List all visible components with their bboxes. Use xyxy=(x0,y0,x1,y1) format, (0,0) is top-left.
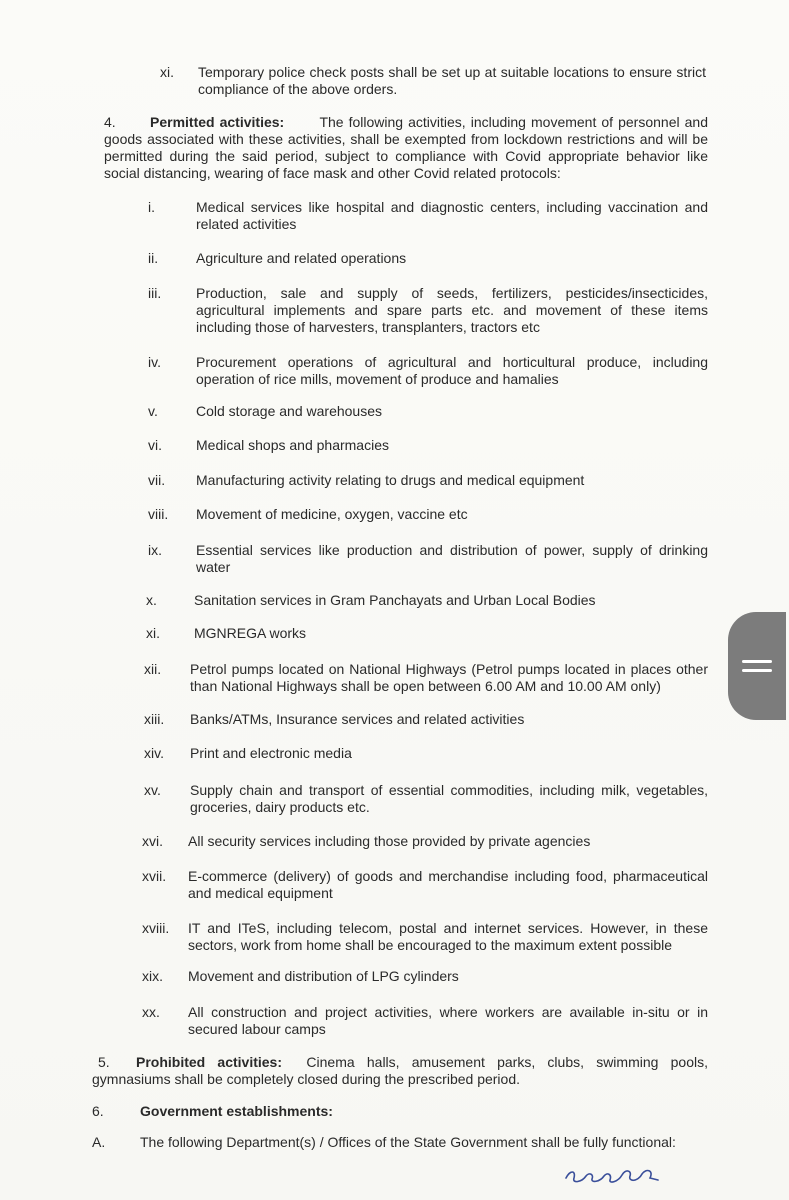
signature-icon xyxy=(562,1160,662,1188)
list-number: xx. xyxy=(142,1004,160,1020)
list-text: Sanitation services in Gram Panchayats and Urban Local Bodies xyxy=(194,592,596,608)
list-number: xi. xyxy=(160,64,174,80)
drag-handle-icon[interactable] xyxy=(728,612,786,720)
section-number: A. xyxy=(92,1134,106,1150)
list-text: Essential services like production and distribution of power, supply of drinking water xyxy=(196,542,708,575)
section-number: 6. xyxy=(92,1103,104,1119)
list-item xyxy=(142,920,708,954)
list-text: E-commerce (delivery) of goods and merchandise including food, pharmaceutical and medical equipment xyxy=(188,868,708,901)
list-text: Medical shops and pharmacies xyxy=(196,437,389,453)
list-text: Procurement operations of agricultural and horticultural produce, including operation of rice mills, movement of produce and hamalies xyxy=(196,354,708,387)
list-text: All construction and project activities, where workers are available in-situ or in secured labour camps xyxy=(188,1004,708,1037)
list-item xyxy=(148,199,708,233)
list-text: IT and ITeS, including telecom, postal and internet services. However, in these sectors, work from home shall be encouraged to the maximum extent possible xyxy=(188,920,708,953)
section-6-heading xyxy=(92,1103,708,1120)
section-text: The following activities, including movement of personnel and goods associated with these activities, shall be exempted from lockdown restrictions and will be permitted during the said period, subject to compliance with Covid appropriate behavior like social distancing, wearing of face mask and other Covid related protocols: xyxy=(104,114,708,181)
list-number: xii. xyxy=(144,661,162,677)
section-title: Government establishments: xyxy=(140,1103,333,1119)
handle-line xyxy=(742,660,772,663)
list-item xyxy=(144,745,708,762)
section-text: Cinema halls, amusement parks, clubs, swimming pools, gymnasiums shall be completely closed during the prescribed period. xyxy=(92,1054,708,1087)
list-number: xix. xyxy=(142,968,163,984)
list-text: Banks/ATMs, Insurance services and related activities xyxy=(190,711,525,727)
section-number: 4. xyxy=(104,114,116,130)
list-number: iii. xyxy=(148,285,162,301)
list-item xyxy=(142,1004,708,1038)
list-item xyxy=(148,403,708,420)
handle-line xyxy=(742,669,772,672)
list-item xyxy=(148,285,708,336)
list-text: Manufacturing activity relating to drugs and medical equipment xyxy=(196,472,585,488)
list-number: xvii. xyxy=(142,868,167,884)
list-item xyxy=(148,437,708,454)
list-number: ix. xyxy=(148,542,162,558)
list-item xyxy=(142,968,708,985)
list-text: Cold storage and warehouses xyxy=(196,403,383,419)
list-number: i. xyxy=(148,199,155,215)
section-5-paragraph xyxy=(92,1054,708,1088)
section-4-paragraph xyxy=(104,114,708,182)
list-text: Petrol pumps located on National Highways (Petrol pumps located in places other than National Highways shall be open between 6.00 AM and 10.00 AM only) xyxy=(190,661,708,694)
list-number: xiii. xyxy=(144,711,165,727)
list-text: All security services including those provided by private agencies xyxy=(188,833,591,849)
intro-list-item xyxy=(160,64,706,98)
section-text: The following Department(s) / Offices of the State Government shall be fully functional: xyxy=(140,1134,676,1150)
list-text: Temporary police check posts shall be set up at suitable locations to ensure strict compliance of the above orders. xyxy=(198,64,706,97)
list-number: ii. xyxy=(148,250,159,266)
list-text: Print and electronic media xyxy=(190,745,352,761)
list-text: Production, sale and supply of seeds, fertilizers, pesticides/insecticides, agricultural implements and spare parts etc. and movement of these items including those of harvesters, transplanters, tractors etc xyxy=(196,285,708,335)
list-number: xiv. xyxy=(144,745,164,761)
list-number: v. xyxy=(148,403,158,419)
list-text: Medical services like hospital and diagnostic centers, including vaccination and related activities xyxy=(196,199,708,232)
list-number: xvi. xyxy=(142,833,163,849)
list-item xyxy=(146,592,708,609)
list-item xyxy=(148,354,708,388)
section-a-line xyxy=(92,1134,708,1151)
list-text: MGNREGA works xyxy=(194,625,307,641)
list-item xyxy=(148,472,708,489)
list-number: vi. xyxy=(148,437,162,453)
list-item xyxy=(142,868,708,902)
list-number: xv. xyxy=(144,782,161,798)
section-title: Permitted activities: xyxy=(150,114,285,130)
list-number: iv. xyxy=(148,354,161,370)
list-text: Movement of medicine, oxygen, vaccine etc xyxy=(196,506,468,522)
list-text: Supply chain and transport of essential commodities, including milk, vegetables, groceries, dairy products etc. xyxy=(190,782,708,815)
list-number: viii. xyxy=(148,506,169,522)
list-item xyxy=(146,625,708,642)
list-item xyxy=(142,833,708,850)
list-item xyxy=(144,782,708,816)
section-number: 5. xyxy=(98,1054,110,1070)
list-item xyxy=(148,542,708,576)
list-item xyxy=(148,250,708,267)
list-item xyxy=(144,711,708,728)
list-text: Movement and distribution of LPG cylinders xyxy=(188,968,459,984)
list-number: xi. xyxy=(146,625,160,641)
list-number: vii. xyxy=(148,472,166,488)
list-item xyxy=(148,506,708,523)
list-item xyxy=(144,661,708,695)
list-number: x. xyxy=(146,592,157,608)
section-title: Prohibited activities: xyxy=(136,1054,283,1070)
list-number: xviii. xyxy=(142,920,170,936)
list-text: Agriculture and related operations xyxy=(196,250,407,266)
